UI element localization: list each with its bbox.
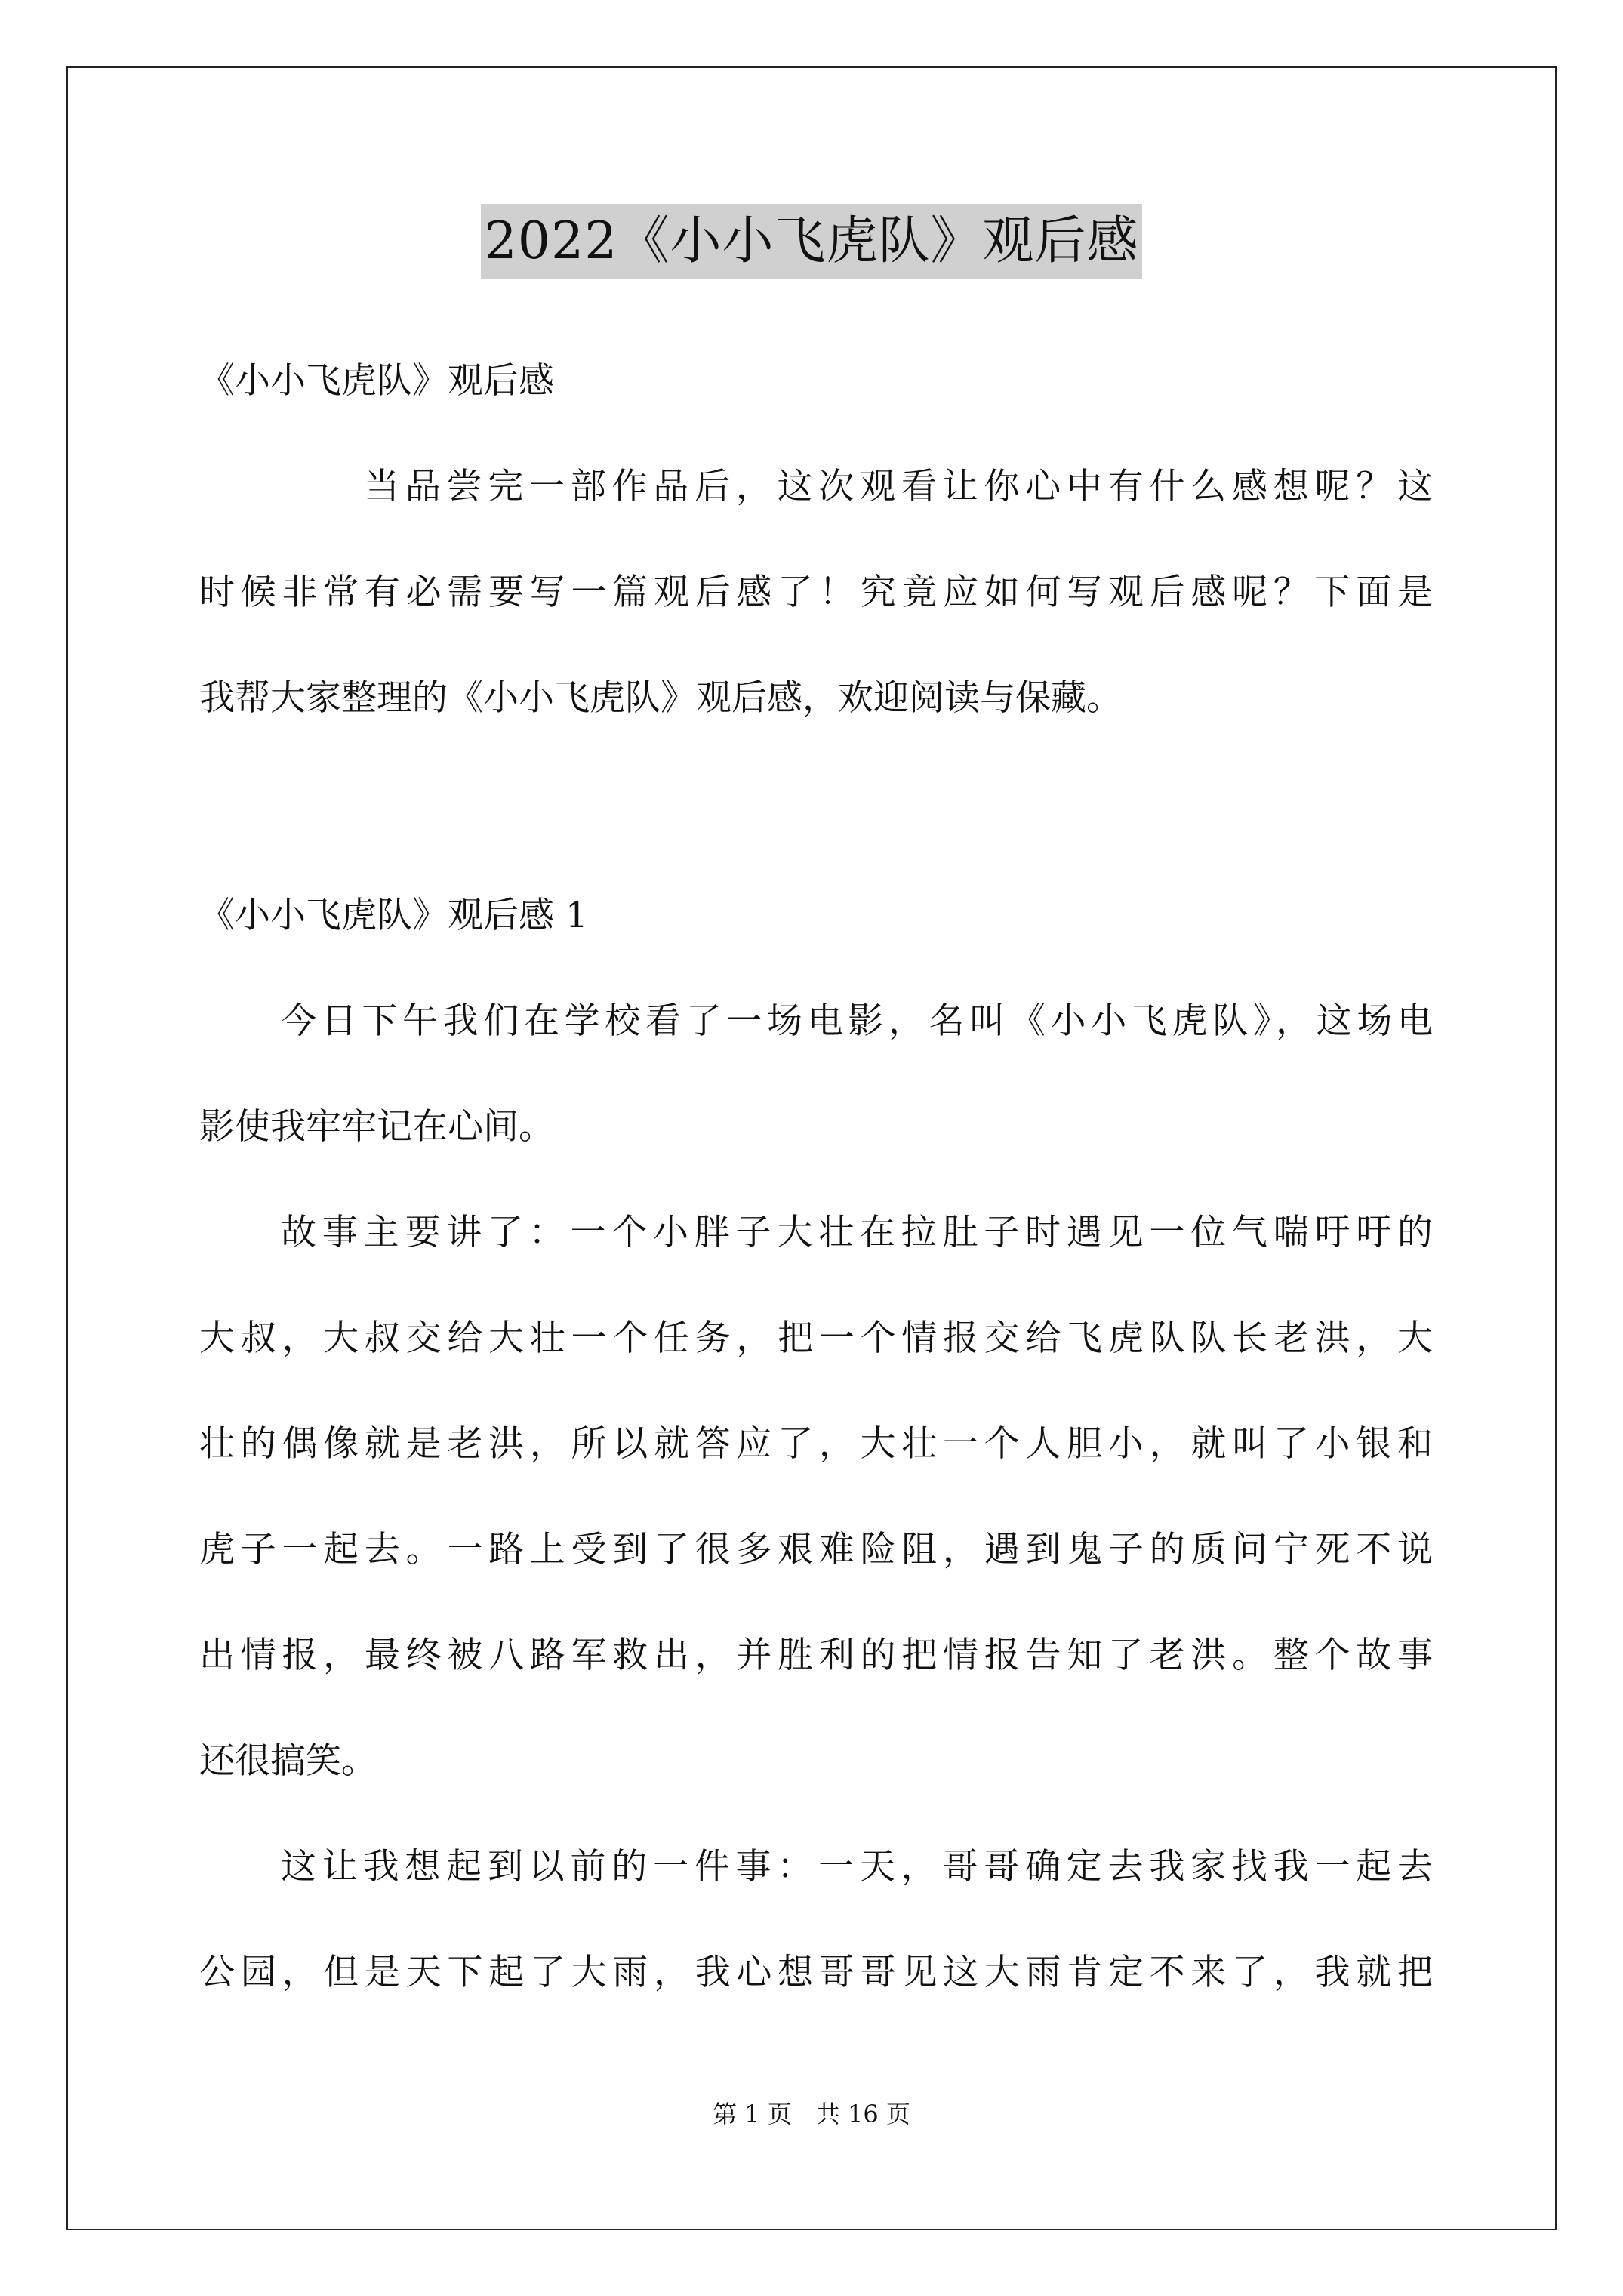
paragraph-line: 今日下午我们在学校看了一场电影，名叫《小小飞虎队》，这场电 <box>281 1000 1433 1042</box>
subtitle-line: 《小小飞虎队》观后感 <box>199 360 554 402</box>
document-title: 2022《小小飞虎队》观后感 <box>481 204 1141 279</box>
paragraph-line: 虎子一起去。一路上受到了很多艰难险阻，遇到鬼子的质问宁死不说 <box>199 1529 1433 1570</box>
page-footer: 第 1 页 共 16 页 <box>713 2100 910 2128</box>
paragraph-line: 影使我牢牢记在心间。 <box>199 1106 554 1148</box>
title-container <box>0 204 1623 279</box>
paragraph-line: 当品尝完一部作品后，这次观看让你心中有什么感想呢？这 <box>364 466 1433 507</box>
paragraph-line: 故事主要讲了：一个小胖子大壮在拉肚子时遇见一位气喘吁吁的 <box>281 1212 1433 1253</box>
paragraph-line: 公园，但是天下起了大雨，我心想哥哥见这大雨肯定不来了，我就把 <box>199 1952 1433 1993</box>
paragraph-line: 我帮大家整理的《小小飞虎队》观后感，欢迎阅读与保藏。 <box>199 677 1122 719</box>
paragraph-line: 这让我想起到以前的一件事：一天，哥哥确定去我家找我一起去 <box>281 1846 1433 1888</box>
paragraph-line: 出情报，最终被八路军救出，并胜利的把情报告知了老洪。整个故事 <box>199 1635 1433 1676</box>
paragraph-line: 大叔，大叔交给大壮一个任务，把一个情报交给飞虎队队长老洪，大 <box>199 1318 1433 1359</box>
paragraph-line: 还很搞笑。 <box>199 1740 377 1782</box>
paragraph-line: 时候非常有必需要写一篇观后感了！究竟应如何写观后感呢？下面是 <box>199 572 1433 613</box>
paragraph-line: 壮的偶像就是老洪，所以就答应了，大壮一个人胆小，就叫了小银和 <box>199 1423 1433 1465</box>
section-heading: 《小小飞虎队》观后感 1 <box>199 895 588 936</box>
